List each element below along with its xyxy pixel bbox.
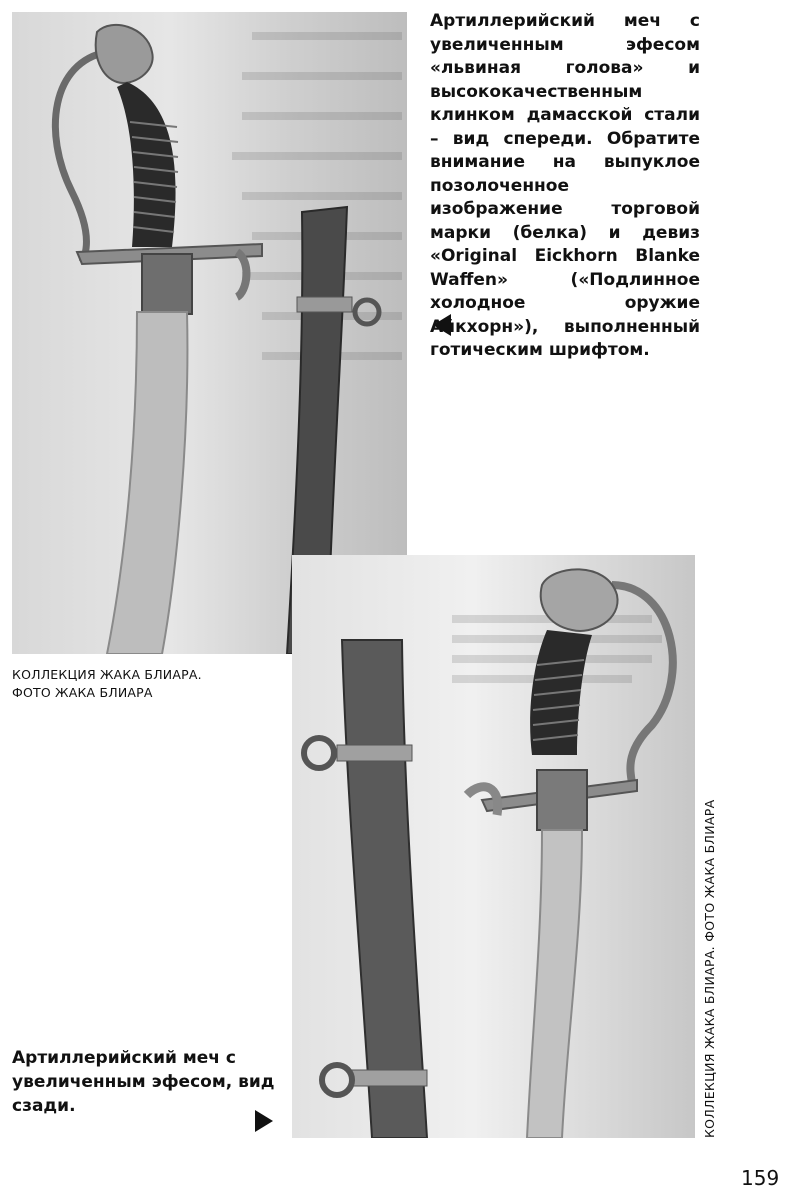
triangle-left-icon xyxy=(433,314,451,336)
sword-rear-illustration xyxy=(292,555,695,1138)
photo-credit-line-collection: КОЛЛЕКЦИЯ ЖАКА БЛИАРА. xyxy=(12,667,202,682)
page-number: 159 xyxy=(741,1166,780,1190)
photo-credit-line-photo: ФОТО ЖАКА БЛИАРА xyxy=(12,685,153,700)
rear-view-caption: Артиллерийский меч с увеличенным эфесом, вид сзади. xyxy=(12,1048,275,1116)
front-view-caption: Артиллерийский меч с увеличенным эфесом «львиная голова» и высококачественным клинком дамасской стали – вид спереди. Обратите внимание на выпуклое позолоченное изображение торговой марки (белка) и девиз «Original Eickhorn Blanke Waffen» («Подлинное холодное оружие Айкхорн»), выполненный готическим шрифтом. xyxy=(430,11,700,360)
triangle-right-icon xyxy=(255,1110,273,1132)
photo-credit-vertical: КОЛЛЕКЦИЯ ЖАКА БЛИАРА. ФОТО ЖАКА БЛИАРА xyxy=(702,799,717,1138)
sword-rear-photo xyxy=(292,555,695,1138)
photo-credit-front xyxy=(12,666,202,702)
